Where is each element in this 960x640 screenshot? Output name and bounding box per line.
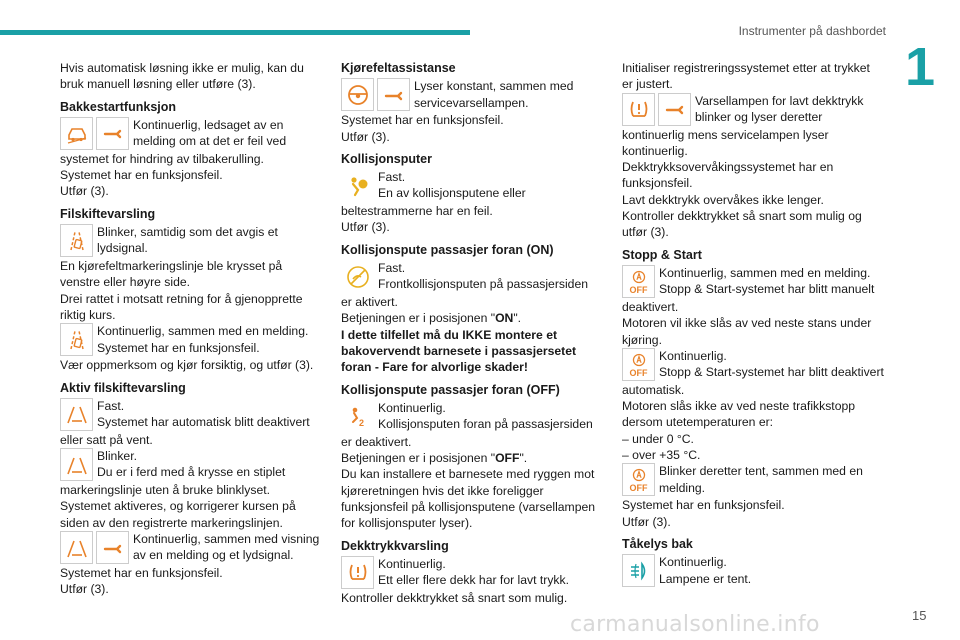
page-header-title: Instrumenter på dashbordet [738,24,886,38]
hill-start-rest: systemet for hindring av tilbakerulling. [60,151,264,166]
stop-start-entry-2 [622,348,884,382]
tyre-fault-p3: Kontroller dekktrykket så snart som mulig og utfør (3). [622,209,862,240]
stop-start-entry-1 [622,265,884,299]
lane-warning-lead-2: Kontinuerlig, sammen med en melding. [97,324,309,339]
rear-fog-entry [622,554,884,588]
active-lane-entry-3 [60,531,322,565]
tyre-fault-p2: Lavt dekktrykk overvåkes ikke lenger. [622,192,824,207]
lane-warning-lead-2b: Systemet har en funksjonsfeil. [97,340,260,355]
active-lane-e2-l2: Du er i ferd med å krysse en stiplet [97,465,286,480]
active-lane-entry-1 [60,398,322,432]
passenger-off-p2: Du kan installere et barnesete med ryggen mot kjøreretningen hvis det ikke foreligger funksjonsfeil på kollisjonsputene (varsellampen for kollisjonsputer lyser). [341,467,596,531]
hill-start-lead: Kontinuerlig, ledsaget av en melding om at det er feil ved [133,117,287,149]
active-lane-e2-rest: markeringslinje uten å bruke blinklyset. [60,483,270,498]
tyre-pressure-entry [341,556,603,590]
section-title-passenger-off: Kollisjonspute passasjer foran (OFF) [341,382,560,397]
lane-warning-entry-1 [60,224,322,258]
hill-start-p2: Systemet har en funksjonsfeil. [60,168,223,183]
passenger-off-l1: Kontinuerlig. [378,400,446,415]
lane-warning-p3: Vær oppmerksom og kjør forsiktig, og utfør (3). [60,358,314,373]
tyre-init-text: Initialiser registreringssystemet etter at trykket er justert. [622,61,870,92]
section-title-airbags: Kollisjonsputer [341,151,432,166]
airbag-p1: Utfør (3). [341,220,390,235]
stop-start-entry-3 [622,463,884,497]
tyre-pressure-icon [341,556,374,589]
section-title-drive-assist: Kjørefeltassistanse [341,61,456,75]
lane-warning-p2: Drei rattet i motsatt retning for å gjenopprette riktig kurs. [60,291,303,322]
stop-start-off-icon: OFF [622,463,655,496]
active-lane-e3-p1: Systemet har en funksjonsfeil. [60,566,223,581]
steering-wheel-icon [341,78,374,111]
active-lane-rest: eller satt på vent. [60,432,153,447]
tyre-fault-rest: kontinuerlig mens servicelampen lyser kontinuerlig. [622,127,829,158]
lane-warning-p1: En kjørefeltmarkeringslinje ble krysset på venstre eller høyre side. [60,259,283,290]
active-lane-entry-2 [60,448,322,482]
section-title-tyre-pressure: Dekktrykkvarsling [341,538,449,553]
stop-start-e2-li1: – under 0 °C. [622,431,694,446]
tyre-pressure-l1: Kontinuerlig. [378,556,446,571]
header-accent-bar [0,30,470,35]
lane-departure-icon [60,224,93,257]
section-title-active-lane: Aktiv filskiftevarsling [60,380,186,395]
active-lane-e2-p1: Systemet aktiveres, og korrigerer kursen på siden av den registrerte markeringslinjen. [60,499,296,530]
stop-start-e1-p1: Motoren vil ikke slås av ved neste stans under kjøring. [622,316,872,347]
rear-fog-l1: Kontinuerlig. [659,555,727,570]
active-lane-e2-l1: Blinker. [97,449,137,464]
drive-assist-lead: Lyser konstant, sammen med servicevarsellampen. [414,79,574,110]
stop-start-off-icon: OFF [622,348,655,381]
passenger-on-p1: Betjeningen er i posisjonen "ON". [341,311,522,326]
hill-start-p3: Utfør (3). [60,184,109,199]
tyre-pressure-l2: Ett eller flere dekk har for lavt trykk. [378,573,570,588]
passenger-off-l2: Kollisjonsputen foran på passasjersiden [378,417,593,432]
passenger-on-warning: I dette tilfellet må du IKKE montere et bakovervendt barnesete i passasjersetet foran - Fare for alvorlige skader! [341,327,577,375]
drive-assist-entry [341,78,603,112]
section-title-rear-fog: Tåkelys bak [622,536,693,551]
lane-keep-icon [60,531,93,564]
passenger-airbag-on-icon [341,260,374,293]
wrench-icon [658,93,691,126]
airbag-l2: En av kollisjonsputene eller [378,186,526,201]
airbag-icon [341,169,374,202]
column-1 [60,60,322,598]
airbag-entry [341,169,603,203]
passenger-off-rest: er deaktivert. [341,434,412,449]
lane-departure-icon [60,323,93,356]
column-3 [622,60,884,588]
intro-text: Hvis automatisk løsning ikke er mulig, kan du bruk manuell løsning eller utføre (3). [60,61,304,92]
stop-start-e2-l1: Kontinuerlig. [659,348,727,363]
hill-start-icon [60,117,93,150]
lane-warning-entry-2 [60,323,322,357]
stop-start-e3-lead: Blinker deretter tent, sammen med en melding. [659,464,863,495]
passenger-on-l1: Fast. [378,261,406,276]
stop-start-e3-p1: Systemet har en funksjonsfeil. [622,498,785,513]
drive-assist-p2: Utfør (3). [341,129,390,144]
tyre-fault-p1: Dekktrykksovervåkingssystemet har en funksjonsfeil. [622,160,834,191]
drive-assist-p1: Systemet har en funksjonsfeil. [341,113,504,128]
active-lane-l1: Fast. [97,398,125,413]
active-lane-l2: Systemet har automatisk blitt deaktivert [97,415,310,430]
watermark: carmanualsonline.info [570,612,820,637]
lane-keep-icon [60,398,93,431]
passenger-on-l2: Frontkollisjonsputen på passasjersiden [378,277,589,292]
hill-start-entry [60,117,322,151]
lane-warning-lead-1: Blinker, samtidig som det avgis et lydsignal. [97,225,278,256]
passenger-off-entry [341,400,603,434]
stop-start-e1-l2: Stopp & Start-systemet har blitt manuelt [659,282,875,297]
rear-fog-l2: Lampene er tent. [659,571,752,586]
stop-start-e2-rest: automatisk. [622,382,685,397]
airbag-rest: beltestrammerne har en feil. [341,204,493,219]
section-title-stop-start: Stopp & Start [622,247,702,262]
airbag-l1: Fast. [378,170,406,185]
tyre-fault-entry [622,93,884,127]
section-title-passenger-on: Kollisjonspute passasjer foran (ON) [341,242,554,257]
svg-text:2: 2 [358,418,364,429]
tyre-pressure-icon [622,93,655,126]
active-lane-e3-p2: Utfør (3). [60,582,109,597]
column-2 [341,60,603,606]
wrench-icon [377,78,410,111]
wrench-icon [96,117,129,150]
passenger-airbag-off-icon [341,400,374,433]
passenger-off-p1: Betjeningen er i posisjonen "OFF". [341,451,528,466]
passenger-on-entry [341,260,603,294]
rear-fog-icon [622,554,655,587]
stop-start-e1-rest: deaktivert. [622,299,679,314]
active-lane-e3-lead: Kontinuerlig, sammen med visning av en melding og et lydsignal. [133,532,320,563]
chapter-number: 1 [905,37,936,97]
stop-start-e1-l1: Kontinuerlig, sammen med en melding. [659,265,871,280]
stop-start-e3-p2: Utfør (3). [622,514,671,529]
passenger-on-rest: er aktivert. [341,295,398,310]
tyre-fault-lead: Varsellampen for lavt dekktrykk blinker og lyser deretter [695,93,864,124]
tyre-pressure-p1: Kontroller dekktrykket så snart som mulig. [341,590,568,605]
page-number: 15 [912,608,927,623]
stop-start-e2-l2: Stopp & Start-systemet har blitt deaktivert [659,365,884,380]
lane-keep-icon [60,448,93,481]
stop-start-off-icon: OFF [622,265,655,298]
section-title-lane-warning: Filskiftevarsling [60,206,156,221]
stop-start-e2-p1: Motoren slås ikke av ved neste trafikkstopp dersom utetemperaturen er: [622,399,856,430]
section-title-hill-start: Bakkestartfunksjon [60,99,177,114]
wrench-icon [96,531,129,564]
stop-start-e2-li2: – over +35 °C. [622,448,701,463]
